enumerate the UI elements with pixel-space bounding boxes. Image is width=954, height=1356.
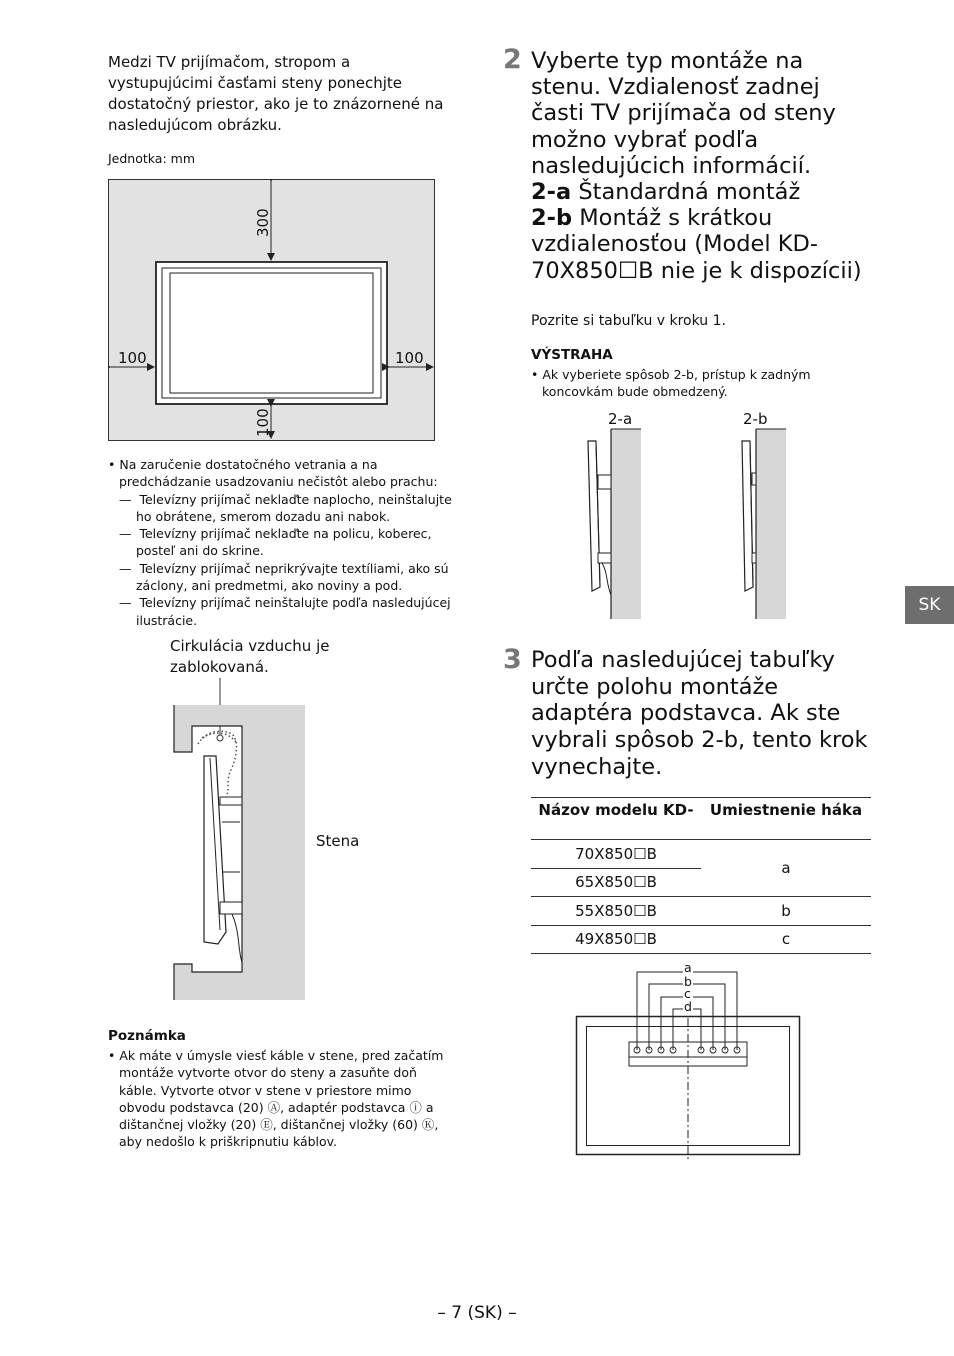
list-item: — Televízny prijímač neprikrývajte textíliami, ako sú záclony, ani predmetmi, ako noviny a pod. (119, 560, 449, 594)
list-item: — Televízny prijímač neinštalujte podľa nasledujúcej ilustrácie. (119, 595, 451, 628)
mount-2b-label: 2-b (743, 410, 768, 428)
clearance-top-label: 300 (254, 208, 272, 237)
ventilation-intro: • Na zaručenie dostatočného vetrania a na predchádzanie usadzovaniu nečistôt alebo prachu: (108, 457, 438, 490)
table-row (531, 897, 871, 926)
hook-label-c: c (684, 986, 691, 1001)
hook-position-table (531, 797, 871, 954)
table-row (531, 840, 871, 869)
table-header-hook: Umiestnenie háka (701, 798, 871, 840)
page-number: – 7 (SK) – (437, 1303, 517, 1323)
mount-2a-label: 2-a (608, 410, 633, 428)
step-3-text: Podľa nasledujúcej tabuľky určte polohu montáže adaptéra podstavca. Ak ste vybrali spôsob 2-b, tento krok vynechajte. (531, 647, 868, 780)
hook-label-a: a (684, 960, 692, 975)
clearance-diagram (108, 179, 435, 441)
table-cell-model: 49X850☐B (531, 925, 701, 954)
clearance-left-label: 100 (118, 349, 147, 367)
hook-label-b: b (684, 974, 692, 989)
table-cell-model: 55X850☐B (531, 897, 701, 926)
airflow-blocked-figure (160, 632, 400, 1004)
step-2-text: Vyberte typ montáže na stenu. Vzdialenosť zadnej časti TV prijímača od steny možno vybrať podľa nasledujúcich informácií. 2-a Štandardná montáž 2-b Montáž s krátkou vzdialenosťou (Model KD-70X850☐B nie je k dispozícii) (531, 48, 862, 284)
clearance-right-label: 100 (395, 349, 424, 367)
note-heading: Poznámka (108, 1028, 186, 1044)
table-cell-hook: c (701, 925, 871, 954)
hook-label-d: d (684, 999, 692, 1014)
clearance-bottom-label: 100 (254, 408, 272, 437)
mount-type-figure (570, 405, 800, 625)
warning-heading: VÝSTRAHA (531, 347, 613, 363)
table-cell-model: 65X850☐B (531, 868, 701, 897)
table-cell-hook: b (701, 897, 871, 926)
table-header-model: Názov modelu KD- (531, 798, 701, 840)
list-item: — Televízny prijímač neklaďte na policu, koberec, posteľ ani do skrine. (119, 526, 432, 559)
ventilation-list (108, 456, 453, 629)
table-row (531, 925, 871, 954)
step-2-reference: Pozrite si tabuľku v kroku 1. (531, 313, 726, 329)
list-item: — Televízny prijímač neklaďte naplocho, neinštalujte ho obrátene, smerom dozadu ani nabok. (119, 491, 452, 524)
intro-text: Medzi TV prijímačom, stropom a vystupujúcimi časťami steny ponechjte dostatočný priestor, ako je to znázornené na nasledujúcom obrázku. (108, 53, 444, 134)
unit-label: Jednotka: mm (108, 151, 195, 166)
hook-position-diagram (570, 958, 810, 1163)
table-cell-hook: a (701, 840, 871, 897)
note-text: • Ak máte v úmysle viesť káble v stene, pred začatím montáže vytvorte otvor do steny a zasuňte doň káble. Vytvorte otvor v stene v priestore mimo obvodu podstavca (20) Ⓐ, adaptér podstavca ⓘ a dištančnej vložky (20) Ⓔ, dištančnej vložky (60) Ⓚ, aby nedošlo k priškripnutiu káblov. (108, 1048, 444, 1150)
table-cell-model: 70X850☐B (531, 840, 701, 869)
warning-text: • Ak vyberiete spôsob 2-b, prístup k zadným koncovkám bude obmedzený. (531, 367, 811, 400)
step-3-number: 3 (503, 644, 522, 675)
language-tab: SK (905, 586, 954, 624)
airflow-blocked-label: Cirkulácia vzduchu je (170, 637, 330, 655)
wall-label: Stena (316, 832, 360, 850)
step-2-number: 2 (503, 44, 522, 75)
airflow-blocked-label-2: zablokovaná. (170, 658, 269, 676)
